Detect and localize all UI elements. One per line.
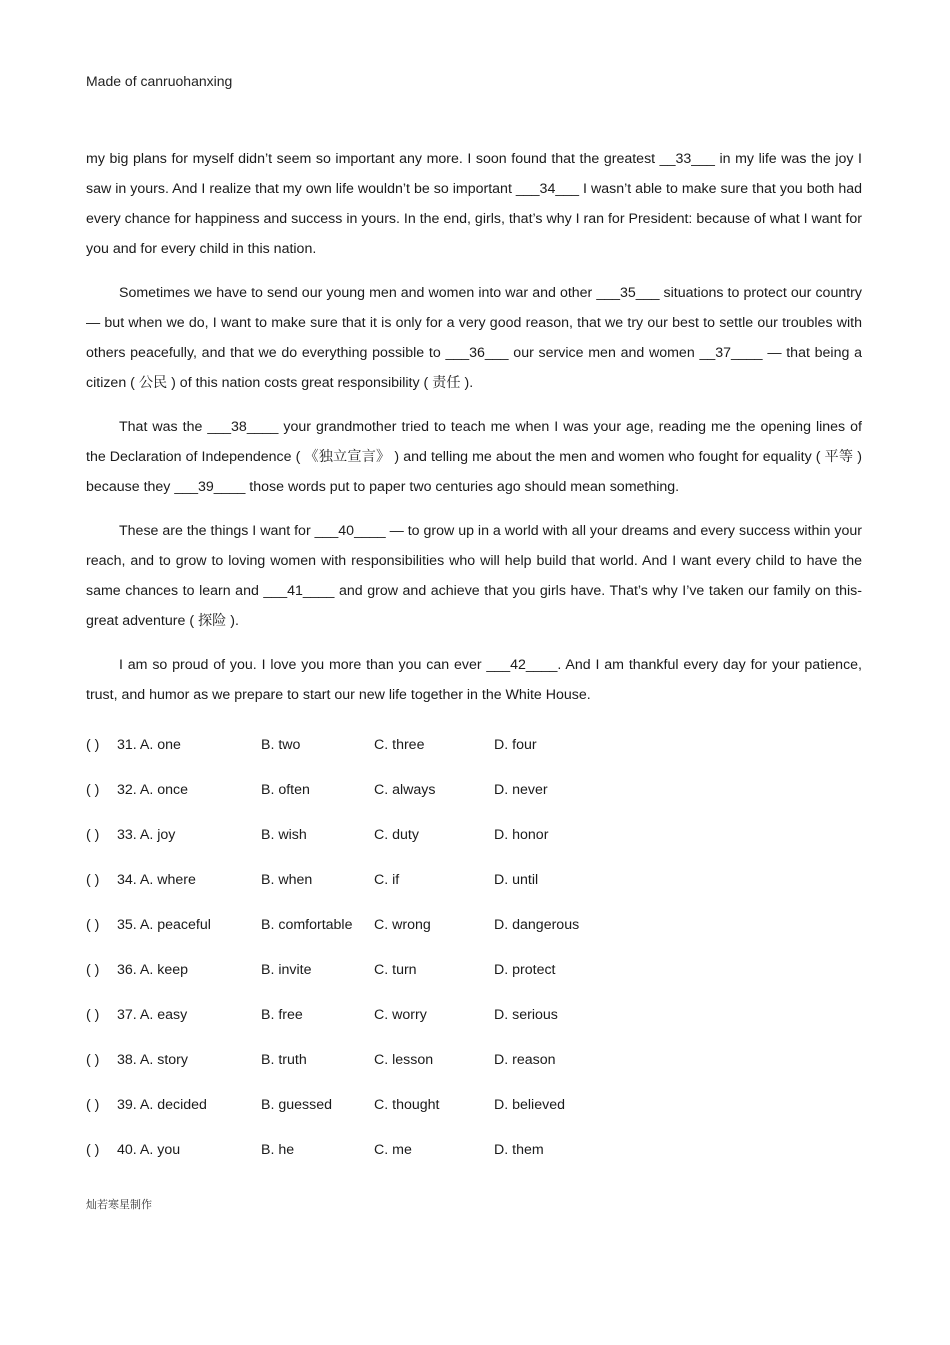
answer-options [86, 737, 686, 1187]
option-d: D. serious [494, 1007, 558, 1023]
page-header: Made of canruohanxing [86, 73, 233, 89]
option-c: C. if [374, 872, 400, 888]
question-row-32 [86, 782, 686, 827]
option-c: C. me [374, 1142, 412, 1158]
passage-paragraph-2: Sometimes we have to send our young men and women into war and other ___35___ situations to protect our country — but when we do, I want to make sure that it is only for a very good reason, that we try our best to settle our troubles with others peacefully, and that we do everything possible to ___36___ our service men and women __37____ — that being a citizen ( 公民 ) of this nation costs great responsibility ( 责任 ). [86, 285, 862, 391]
option-c: C. duty [374, 827, 419, 843]
option-b: B. wish [261, 827, 307, 843]
answer-blank[interactable]: ( ) [86, 827, 100, 843]
option-a: 35. A. peaceful [117, 917, 211, 933]
passage-paragraph-4: These are the things I want for ___40____ — to grow up in a world with all your dreams and every success within your reach, and to grow to loving women with responsibilities who will help build that world. And I want every child to have the same chances to learn and ___41____ and grow and achieve that you girls have. That’s why I’ve taken our family on this-great adventure ( 探险 ). [86, 523, 862, 629]
answer-blank[interactable]: ( ) [86, 737, 100, 753]
passage-paragraph-5: I am so proud of you. I love you more than you can ever ___42____. And I am thankful every day for your patience, trust, and humor as we prepare to start our new life together in the White House. [86, 657, 862, 703]
option-b: B. he [261, 1142, 295, 1158]
question-row-34 [86, 872, 686, 917]
question-row-36 [86, 962, 686, 1007]
answer-blank[interactable]: ( ) [86, 962, 100, 978]
question-row-37 [86, 1007, 686, 1052]
option-a: 38. A. story [117, 1052, 188, 1068]
option-a: 40. A. you [117, 1142, 181, 1158]
option-c: C. turn [374, 962, 417, 978]
option-d: D. until [494, 872, 539, 888]
option-b: B. often [261, 782, 310, 798]
question-row-31 [86, 737, 686, 782]
answer-blank[interactable]: ( ) [86, 1007, 100, 1023]
option-a: 39. A. decided [117, 1097, 207, 1113]
question-row-35 [86, 917, 686, 962]
option-b: B. when [261, 872, 313, 888]
question-row-40 [86, 1142, 686, 1187]
answer-blank[interactable]: ( ) [86, 917, 100, 933]
passage-paragraph-3: That was the ___38____ your grandmother tried to teach me when I was your age, reading me the opening lines of the Declaration of Independence ( 《独立宣言》 ) and telling me about the men and women who fought for equality ( 平等 ) because they ___39____ those words put to paper two centuries ago should mean something. [86, 419, 862, 495]
answer-blank[interactable]: ( ) [86, 1097, 100, 1113]
option-d: D. four [494, 737, 537, 753]
option-c: C. worry [374, 1007, 427, 1023]
answer-blank[interactable]: ( ) [86, 872, 100, 888]
option-d: D. dangerous [494, 917, 580, 933]
answer-blank[interactable]: ( ) [86, 1052, 100, 1068]
option-a: 34. A. where [117, 872, 196, 888]
option-d: D. believed [494, 1097, 565, 1113]
option-b: B. two [261, 737, 301, 753]
option-d: D. never [494, 782, 548, 798]
option-c: C. thought [374, 1097, 440, 1113]
page-footer: 灿若寒星制作 [86, 1198, 152, 1211]
option-b: B. comfortable [261, 917, 353, 933]
option-a: 31. A. one [117, 737, 181, 753]
question-row-38 [86, 1052, 686, 1097]
answer-blank[interactable]: ( ) [86, 782, 100, 798]
option-a: 32. A. once [117, 782, 188, 798]
option-c: C. wrong [374, 917, 431, 933]
option-a: 33. A. joy [117, 827, 176, 843]
option-d: D. protect [494, 962, 556, 978]
option-b: B. truth [261, 1052, 307, 1068]
reading-passage [86, 144, 862, 724]
option-c: C. always [374, 782, 436, 798]
option-c: C. lesson [374, 1052, 434, 1068]
option-d: D. honor [494, 827, 549, 843]
question-row-33 [86, 827, 686, 872]
passage-paragraph-1: my big plans for myself didn’t seem so important any more. I soon found that the greatest __33___ in my life was the joy I saw in yours. And I realize that my own life wouldn’t be so important ___34___ I wasn’t able to make sure that you both had every chance for happiness and success in yours. In the end, girls, that’s why I ran for President: because of what I want for you and for every child in this nation. [86, 151, 862, 257]
question-row-39 [86, 1097, 686, 1142]
option-b: B. free [261, 1007, 303, 1023]
option-a: 36. A. keep [117, 962, 188, 978]
option-a: 37. A. easy [117, 1007, 188, 1023]
option-c: C. three [374, 737, 425, 753]
option-b: B. guessed [261, 1097, 332, 1113]
option-b: B. invite [261, 962, 312, 978]
answer-blank[interactable]: ( ) [86, 1142, 100, 1158]
option-d: D. reason [494, 1052, 556, 1068]
option-d: D. them [494, 1142, 544, 1158]
